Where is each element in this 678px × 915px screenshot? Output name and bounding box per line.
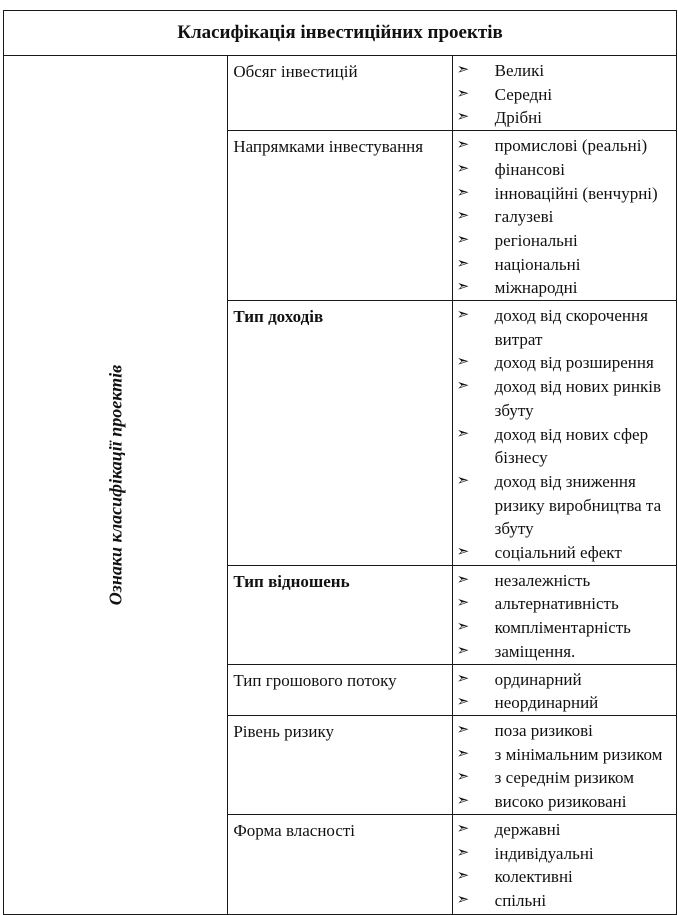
list-item [457, 719, 672, 743]
arrow-bullet-icon: ➣ [456, 208, 470, 225]
category-cell: Форма власності [228, 814, 452, 914]
category-cell: Рівень ризику [228, 715, 452, 814]
category-cell: Тип доходів [228, 301, 452, 566]
list-item [457, 691, 672, 715]
item-text: інноваційні (венчурні) [494, 183, 658, 203]
item-text: ординарний [494, 669, 582, 689]
list-item [457, 766, 672, 790]
arrow-bullet-icon: ➣ [456, 745, 470, 762]
item-text: доход від скорочення витрат [494, 306, 648, 349]
arrow-bullet-icon: ➣ [456, 571, 470, 588]
item-text: високо ризиковані [494, 792, 627, 812]
list-item [457, 59, 672, 83]
arrow-bullet-icon: ➣ [456, 62, 470, 78]
item-text: колективні [494, 867, 573, 887]
arrow-bullet-icon: ➣ [456, 109, 470, 126]
category-cell: Обсяг інвестицій [228, 56, 452, 131]
item-text: з мінімальним ризиком [494, 744, 663, 764]
list-item [457, 229, 672, 253]
arrow-bullet-icon: ➣ [456, 721, 470, 738]
list-item [457, 158, 672, 182]
item-text: державні [494, 819, 561, 839]
items-cell [452, 301, 676, 566]
list-item [457, 541, 672, 565]
category-cell: Напрямками інвестування [228, 131, 452, 301]
item-text: соціальний ефект [494, 543, 622, 563]
arrow-bullet-icon: ➣ [456, 844, 470, 861]
item-text: спільні [494, 890, 547, 910]
arrow-bullet-icon: ➣ [456, 544, 470, 561]
items-cell [452, 814, 676, 914]
list-item [457, 423, 672, 470]
list-item [457, 375, 672, 422]
item-text: галузеві [494, 207, 554, 227]
side-label-cell [4, 56, 228, 915]
item-text: альтернативність [494, 594, 619, 614]
list-item [457, 182, 672, 206]
item-text: компліментарність [494, 618, 631, 638]
arrow-bullet-icon: ➣ [456, 694, 470, 711]
category-cell: Тип грошового потоку [228, 664, 452, 715]
table-row [4, 56, 677, 131]
list-item [457, 668, 672, 692]
list-item [457, 106, 672, 130]
arrow-bullet-icon: ➣ [456, 820, 470, 837]
list-item [457, 276, 672, 300]
item-text: неординарний [494, 693, 599, 713]
item-text: регіональні [494, 230, 578, 250]
item-text: міжнародні [494, 278, 578, 298]
item-text: доход від розширення [494, 353, 654, 373]
list-item [457, 134, 672, 158]
items-cell [452, 664, 676, 715]
item-text: Середні [494, 84, 553, 104]
item-text: доход від зниження ризику виробництва та збуту [494, 471, 662, 539]
arrow-bullet-icon: ➣ [456, 354, 470, 371]
list-item [457, 351, 672, 375]
item-text: заміщення. [494, 641, 576, 661]
arrow-bullet-icon: ➣ [456, 472, 470, 489]
category-cell: Тип відношень [228, 565, 452, 664]
list-item [457, 790, 672, 814]
list-item [457, 640, 672, 664]
items-cell [452, 131, 676, 301]
list-item [457, 743, 672, 767]
list-item [457, 253, 672, 277]
item-text: індивідуальні [494, 843, 594, 863]
items-cell [452, 56, 676, 131]
list-item [457, 304, 672, 351]
item-text: фінансові [494, 159, 565, 179]
item-text: поза ризикові [494, 720, 593, 740]
list-item [457, 470, 672, 541]
list-item [457, 592, 672, 616]
list-item [457, 569, 672, 593]
arrow-bullet-icon: ➣ [456, 425, 470, 442]
arrow-bullet-icon: ➣ [456, 160, 470, 177]
list-item [457, 83, 672, 107]
list-item [457, 205, 672, 229]
classification-table [3, 10, 677, 915]
arrow-bullet-icon: ➣ [456, 255, 470, 272]
arrow-bullet-icon: ➣ [456, 231, 470, 248]
arrow-bullet-icon: ➣ [456, 307, 470, 324]
list-item [457, 889, 672, 913]
arrow-bullet-icon: ➣ [456, 642, 470, 659]
arrow-bullet-icon: ➣ [456, 279, 470, 296]
list-item [457, 865, 672, 889]
item-text: доход від нових ринків збуту [494, 377, 661, 420]
arrow-bullet-icon: ➣ [456, 85, 470, 102]
item-text: промислові (реальні) [494, 136, 648, 156]
arrow-bullet-icon: ➣ [456, 868, 470, 885]
list-item [457, 616, 672, 640]
list-item [457, 842, 672, 866]
item-text: доход від нових сфер бізнесу [494, 424, 649, 468]
items-cell [452, 715, 676, 814]
table-title: Класифікація інвестиційних проектів [4, 11, 677, 56]
item-text: Дрібні [494, 108, 542, 128]
item-text: незалежність [494, 570, 591, 590]
arrow-bullet-icon: ➣ [456, 595, 470, 612]
arrow-bullet-icon: ➣ [456, 891, 470, 908]
item-text: з середнім ризиком [494, 768, 634, 788]
arrow-bullet-icon: ➣ [456, 184, 470, 201]
items-cell [452, 565, 676, 664]
side-label: Ознаки класифікації проектів [105, 364, 126, 606]
arrow-bullet-icon: ➣ [456, 619, 470, 636]
item-text: національні [494, 254, 581, 274]
arrow-bullet-icon: ➣ [456, 670, 470, 687]
arrow-bullet-icon: ➣ [456, 378, 470, 395]
arrow-bullet-icon: ➣ [456, 793, 470, 810]
arrow-bullet-icon: ➣ [456, 769, 470, 786]
arrow-bullet-icon: ➣ [456, 137, 470, 154]
item-text: Великі [494, 61, 545, 80]
list-item [457, 818, 672, 842]
